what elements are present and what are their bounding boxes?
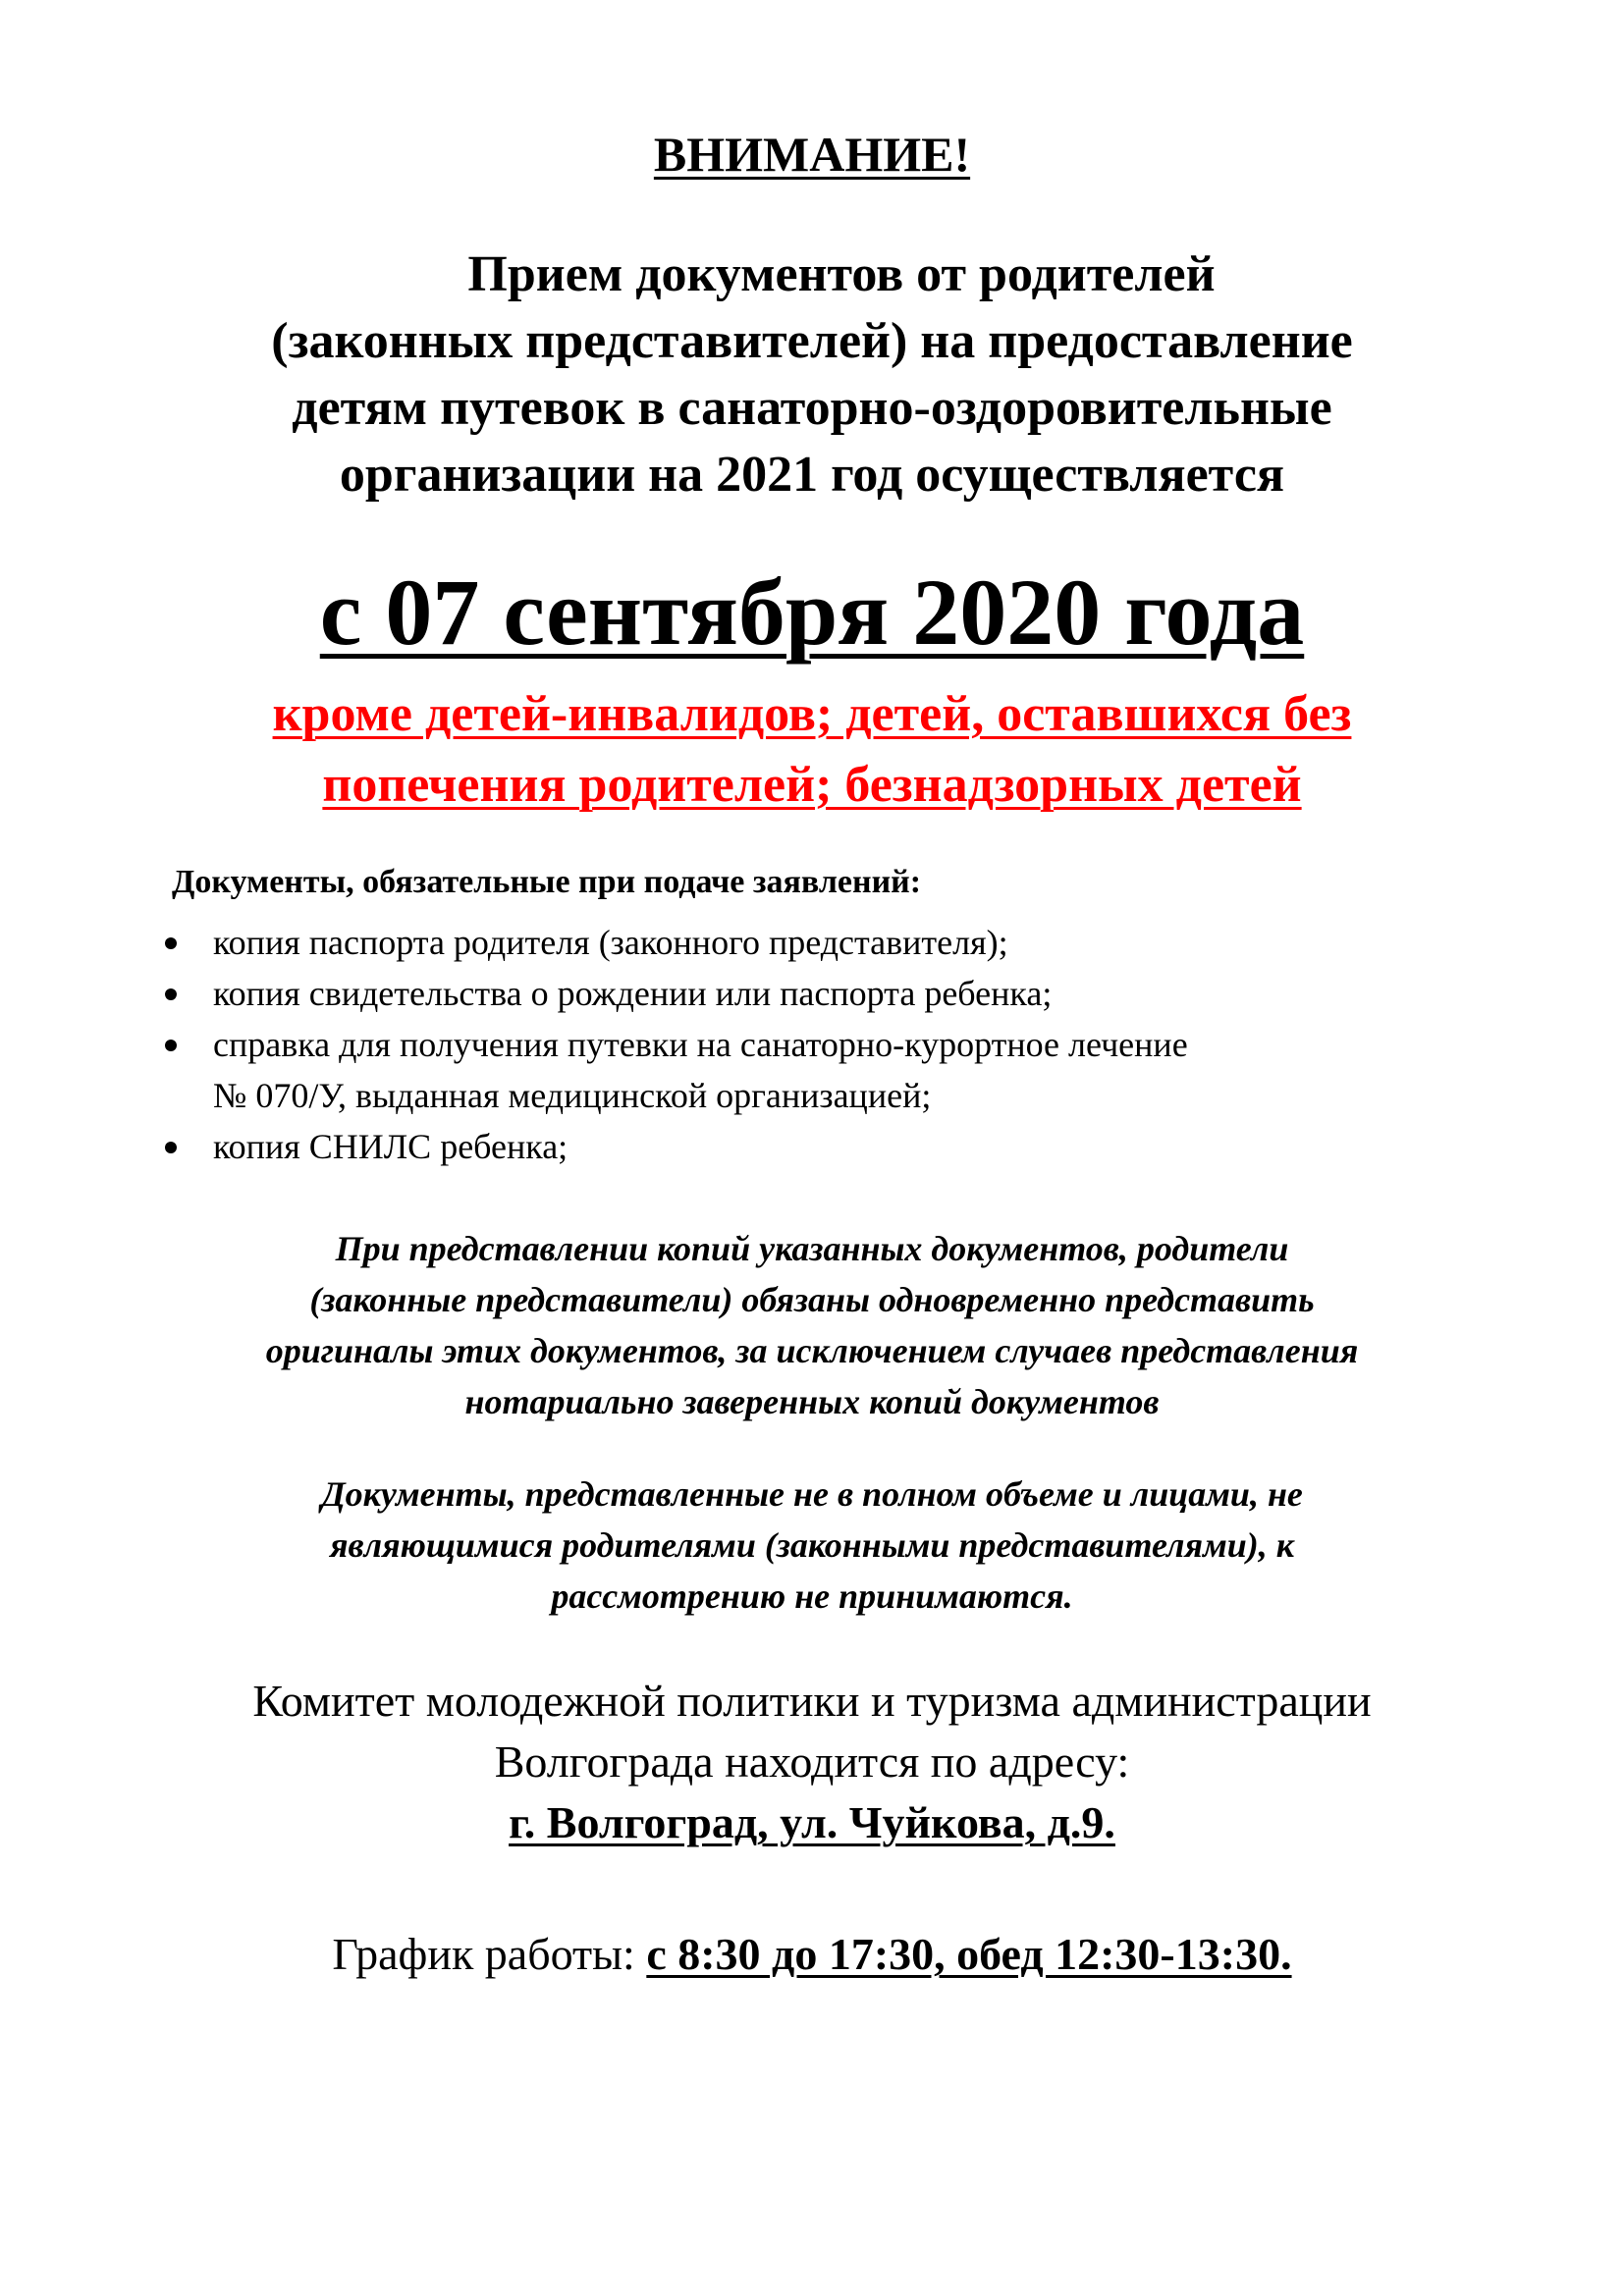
note-line: При представлении копий указанных документов, родители <box>335 1229 1289 1268</box>
list-item-text: копия свидетельства о рождении или паспорта ребенка; <box>213 974 1053 1013</box>
schedule-line <box>0 1924 1624 1985</box>
list-item-text: копия СНИЛС ребенка; <box>213 1127 568 1166</box>
list-item-text: копия паспорта родителя (законного представителя); <box>213 923 1008 962</box>
bullet-icon <box>165 1040 177 1051</box>
exception-notice <box>0 679 1624 821</box>
note-line: являющимися родителями (законными представителями), к <box>329 1525 1294 1565</box>
list-item-text: справка для получения путевки на санаторно-курортное лечение <box>213 1025 1188 1064</box>
address-text-line: Волгограда находится по адресу: <box>494 1736 1130 1787</box>
documents-heading: Документы, обязательные при подаче заявлений: <box>172 864 922 900</box>
note-line: рассмотрению не принимаются. <box>551 1576 1073 1616</box>
list-item <box>157 917 1188 968</box>
note-line: нотариально заверенных копий документов <box>464 1382 1160 1421</box>
list-item <box>157 968 1188 1019</box>
bullet-icon <box>165 988 177 1000</box>
schedule-label: График работы: <box>332 1929 647 1979</box>
address-block <box>0 1671 1624 1853</box>
list-item <box>157 1121 1188 1172</box>
attention-heading: ВНИМАНИЕ! <box>653 127 971 182</box>
list-item-text: № 070/У, выданная медицинской организацией; <box>213 1076 932 1115</box>
documents-list <box>157 917 1188 1172</box>
note-line: Документы, представленные не в полном объеме и лицами, не <box>321 1474 1303 1514</box>
intro-line: Прием документов от родителей <box>467 246 1216 302</box>
schedule-time: с 8:30 до 17:30, обед 12:30-13:30. <box>646 1929 1292 1979</box>
start-date: с 07 сентября 2020 года <box>319 560 1305 665</box>
bullet-icon <box>165 1142 177 1153</box>
note-line: оригиналы этих документов, за исключением случаев представления <box>265 1331 1359 1370</box>
intro-paragraph <box>0 241 1624 508</box>
intro-line: организации на 2021 год осуществляется <box>339 447 1285 503</box>
exception-line: попечения родителей; безнадзорных детей <box>322 757 1302 813</box>
rejection-note <box>0 1468 1624 1622</box>
list-item <box>157 1019 1188 1121</box>
exception-line: кроме детей-инвалидов; детей, оставшихся без <box>272 686 1352 742</box>
intro-line: (законных представителей) на предоставление <box>271 313 1353 369</box>
note-line: (законные представители) обязаны одновременно представить <box>309 1280 1315 1319</box>
address-text-line: Комитет молодежной политики и туризма администрации <box>252 1676 1372 1726</box>
intro-line: детям путевок в санаторно-оздоровительные <box>292 380 1332 436</box>
copies-note <box>0 1223 1624 1427</box>
address-value: г. Волгоград, ул. Чуйкова, д.9. <box>509 1797 1115 1847</box>
bullet-icon <box>165 937 177 949</box>
